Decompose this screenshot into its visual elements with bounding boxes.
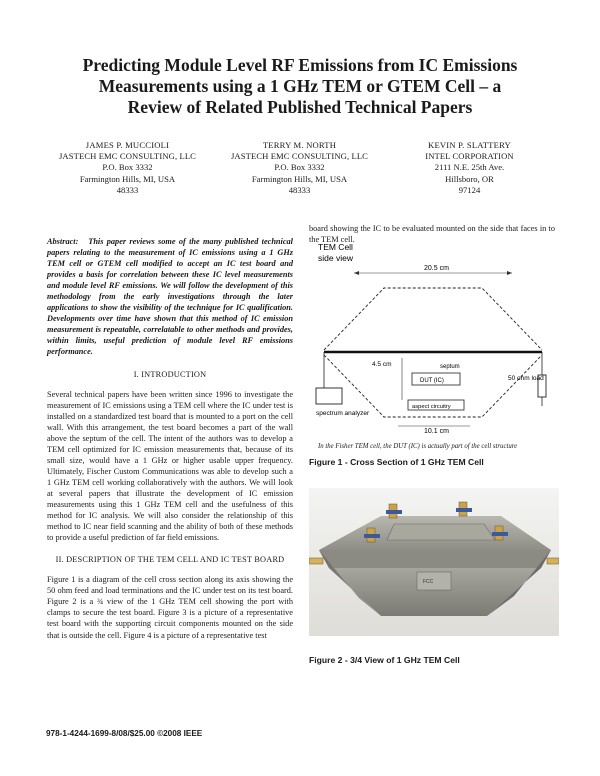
author-address: 48333	[116, 184, 139, 195]
paper-title	[40, 55, 560, 118]
author-org: INTEL CORPORATION	[425, 151, 514, 162]
title-line: Review of Related Published Technical Papers	[127, 97, 473, 117]
arrow-head	[507, 271, 512, 275]
tem-cell-diagram	[312, 240, 552, 440]
author-address: 48333	[288, 184, 311, 195]
tem-cell-photo	[309, 488, 559, 636]
author-address: Farmington Hills, MI, USA	[79, 173, 176, 184]
author-name: TERRY M. NORTH	[262, 140, 337, 150]
dut-label: DUT (IC)	[420, 378, 444, 384]
section-text-introduction: Several technical papers have been written since 1996 to investigate the measurement of IC emissions using a TEM cell where the IC under test is installed on a standardized test board that is mounted to a port on the cell wall. With this arrangement, the test board becomes a part of the wall above the septum of the cell. The intent of the authors was to develop a TEM cell optimized for IC emission measurements that, because of its small size, would have a 1 GHz or higher usable upper frequency. Ultimately, Fischer Custom Communications was able to develop such a 1 GHz TEM cell working collaboratively with the authors. We will look at several papers that illustrate the development of IC emission measurements using this 1 GHz TEM cell and the usefulness of this method for IC analysis. We will also consider the relationship of this method to IC near field scanning and the ability of both of these methods to provide a useful prediction of far field emissions.	[47, 389, 293, 543]
spectrum-analyzer-label: spectrum analyzer	[316, 410, 370, 417]
author-address: Farmington Hills, MI, USA	[251, 173, 348, 184]
dimension-top-label: 20.5 cm	[424, 265, 449, 272]
left-column	[47, 236, 293, 641]
spectrum-analyzer-box	[316, 388, 342, 404]
title-line: Predicting Module Level RF Emissions from IC Emissions	[82, 55, 518, 75]
septum-label: septum	[440, 364, 460, 370]
author-1	[40, 140, 215, 196]
copyright-footer: 978-1-4244-1699-8/08/$25.00 ©2008 IEEE	[46, 729, 203, 738]
author-name: JAMES P. MUCCIOLI	[85, 140, 170, 150]
title-line: Measurements using a 1 GHz TEM or GTEM Cell – a	[98, 76, 502, 96]
abstract-label: Abstract:	[47, 237, 79, 246]
abstract	[47, 236, 293, 358]
section-heading-description: II. DESCRIPTION OF THE TEM CELL AND IC TEST BOARD	[55, 555, 285, 565]
author-address: Hillsboro, OR	[445, 173, 494, 184]
figure1-caption: Figure 1 - Cross Section of 1 GHz TEM Cell	[309, 457, 484, 467]
author-org: JASTECH EMC CONSULTING, LLC	[230, 151, 369, 162]
section-heading-introduction: I. INTRODUCTION	[133, 369, 207, 379]
figure2-caption: Figure 2 - 3/4 View of 1 GHz TEM Cell	[309, 655, 460, 665]
figure1-note: In the Fisher TEM cell, the DUT (IC) is actually part of the cell structure	[318, 443, 518, 450]
right-column-text: board showing the IC to be evaluated mounted on the side that faces in to the TEM cell.	[309, 224, 555, 245]
author-address: P.O. Box 3332	[102, 162, 153, 173]
cell-middle-band	[319, 550, 551, 568]
connector-right	[547, 558, 559, 564]
author-address: P.O. Box 3332	[274, 162, 325, 173]
dimension-bottom-label: 10.1 cm	[424, 428, 449, 435]
section-text-description: Figure 1 is a diagram of the cell cross section along its axis showing the 50 ohm feed and load terminations and the IC under test on its test board. Figure 2 is a ¾ view of the 1 GHz TEM cell showing the port with clamps to secure the test board. Figure 3 is a picture of a representative test board with the supporting circuit components mounted on the side that is outside the cell. Figure 4 is a picture of a representative test	[47, 575, 293, 640]
id-plate-text: FCC	[423, 579, 434, 585]
load-label: 50 ohm load	[508, 375, 544, 382]
cell-outline-top	[324, 288, 542, 350]
author-block	[40, 140, 560, 210]
author-address: 97124	[458, 184, 481, 195]
connector-left	[309, 558, 323, 564]
author-3	[382, 140, 557, 196]
test-port-plate	[387, 524, 495, 540]
figure-label-tem: TEM Cell	[318, 242, 353, 252]
aspect-circuitry-label: aspect circuitry	[412, 404, 451, 410]
author-org: JASTECH EMC CONSULTING, LLC	[58, 151, 197, 162]
arrow-head	[354, 271, 359, 275]
figure-label-side: side view	[318, 253, 353, 263]
author-address: 2111 N.E. 25th Ave.	[434, 162, 505, 173]
author-2	[212, 140, 387, 196]
dimension-height-label: 4.5 cm	[372, 361, 392, 368]
abstract-text: This paper reviews some of the many published technical papers relating to the measurement of IC emissions using a 1 GHz TEM cell or GTEM cell modified to accept an IC test board and provides a basis for correlation between these IC level measurements and module level RF emissions. We will follow the development of this methodology from the early investigations through the later applications to show the visibility of the technique for IC qualification. Developments over time have shown that this method of IC emission measurement is repeatable, correlatable to other methods and provides, within limits, useful prediction of module level RF emissions performance.	[47, 237, 293, 357]
author-name: KEVIN P. SLATTERY	[428, 140, 511, 150]
